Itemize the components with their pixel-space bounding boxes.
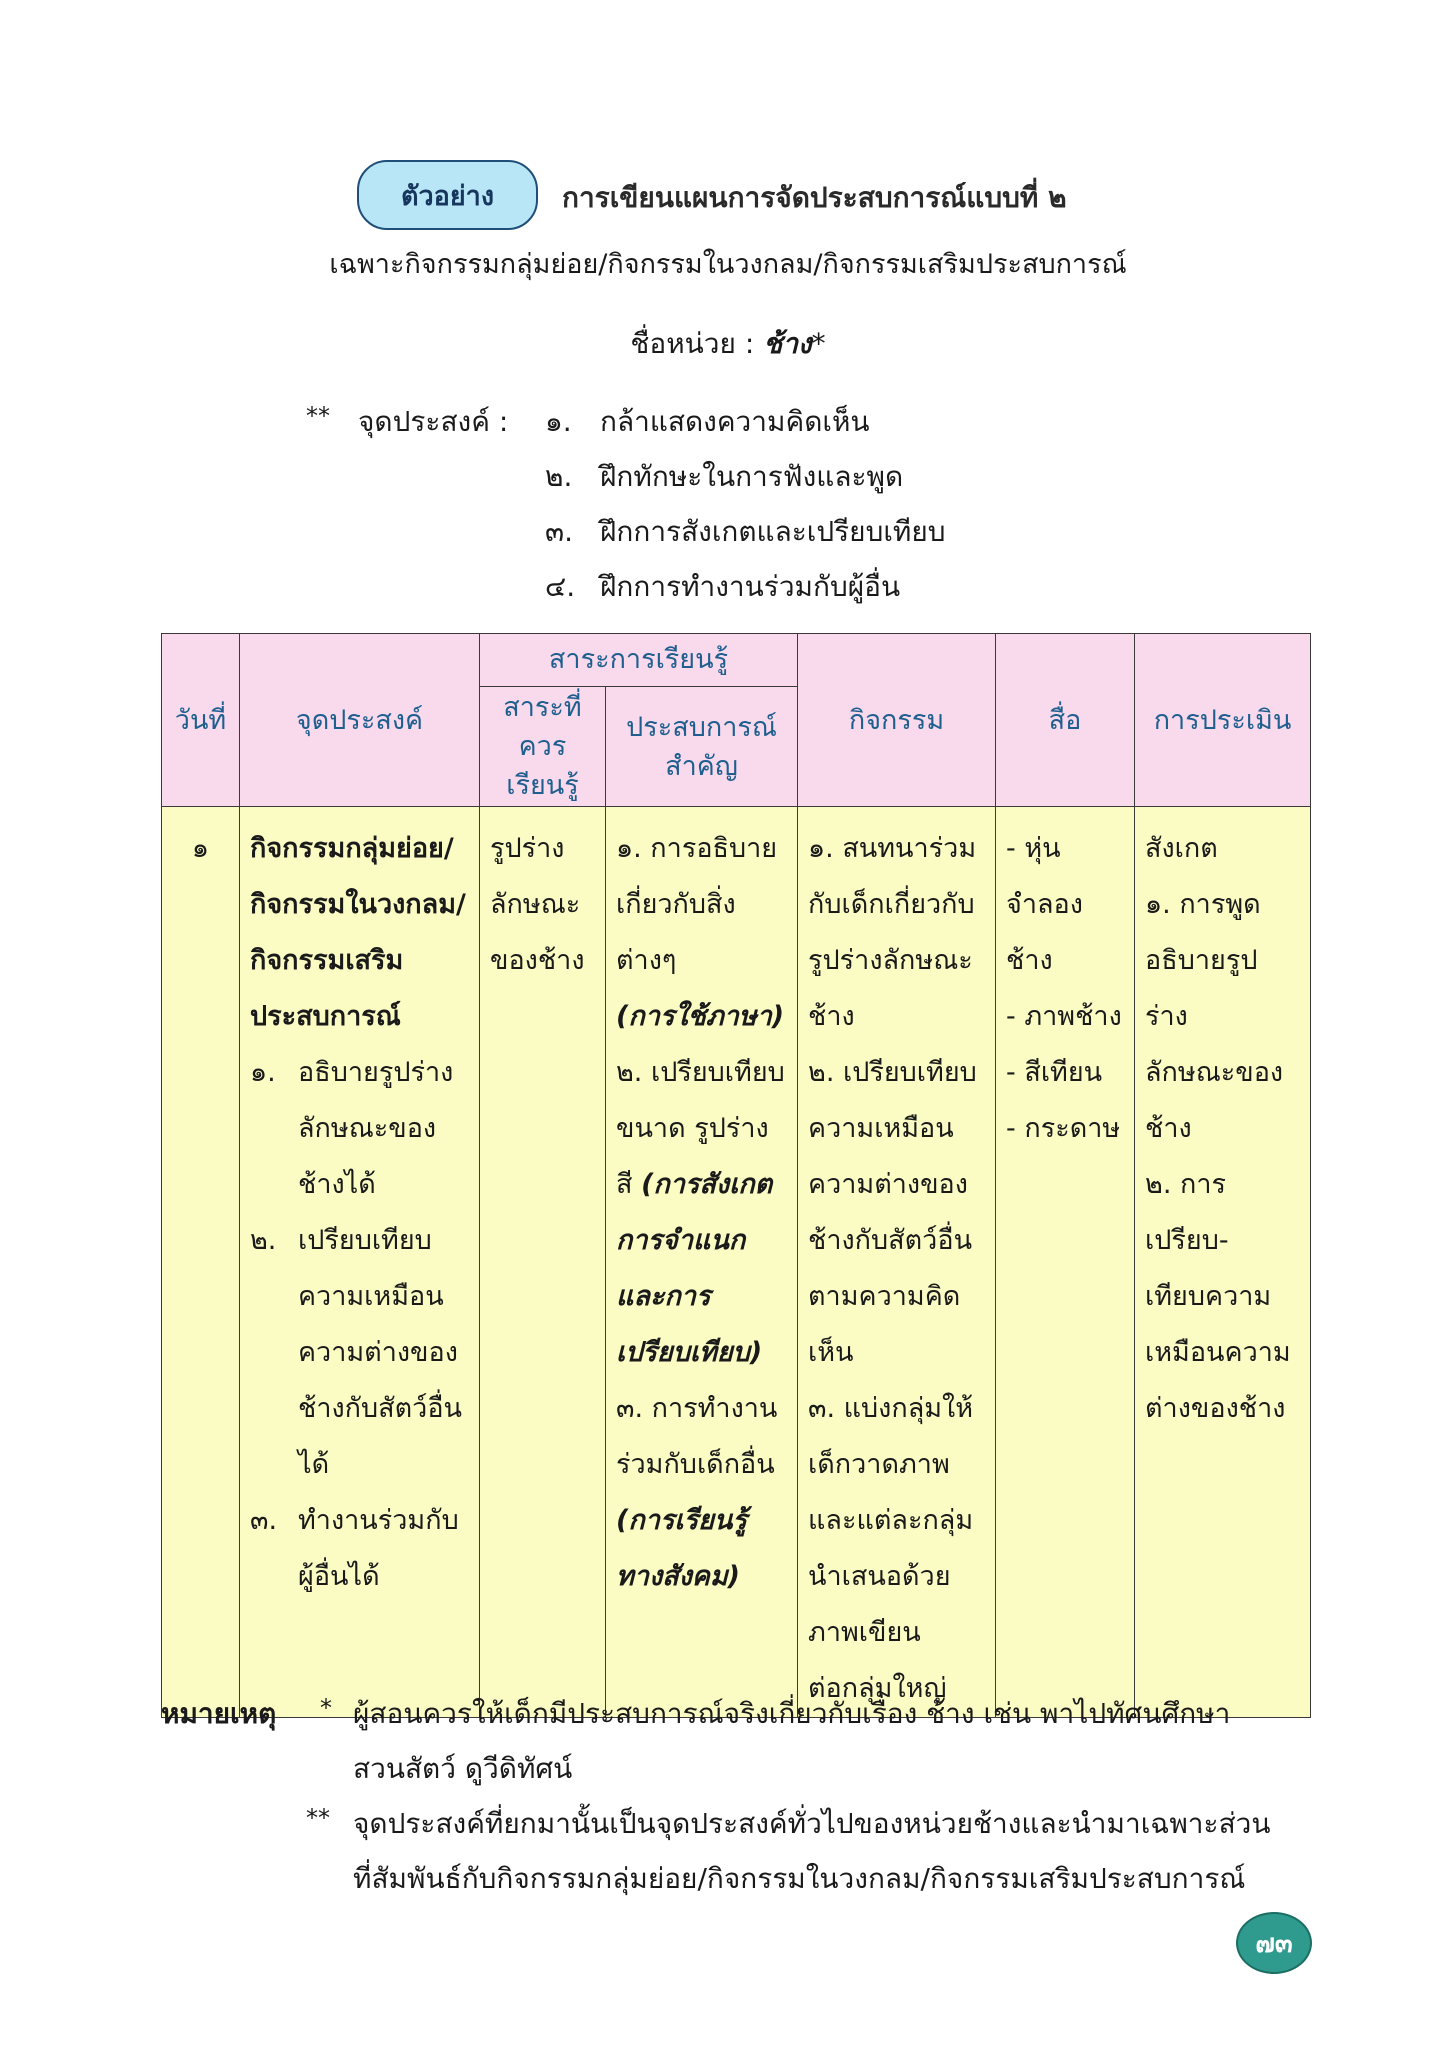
experience-line: สี (การสังเกต xyxy=(616,1169,773,1201)
objective-number: ๑. xyxy=(545,405,572,438)
objective-number: ๔. xyxy=(545,570,576,603)
objective-sub-line: ช้างได้ xyxy=(298,1169,376,1201)
objective-number: ๒. xyxy=(545,460,573,493)
header-day: วันที่ xyxy=(162,634,240,807)
header-key-experience-line2: สำคัญ xyxy=(665,750,738,782)
page-number-badge: ๗๓ xyxy=(1236,1912,1312,1974)
objective-sub-line: ความต่างของ xyxy=(298,1337,458,1369)
activity-line: ภาพเขียน xyxy=(808,1617,921,1649)
activity-line: ช้างกับสัตว์อื่น xyxy=(808,1225,973,1257)
objective-sub-number: ๑. xyxy=(250,1057,276,1089)
header-learning-content: สาระการเรียนรู้ xyxy=(480,634,798,687)
objective-sub-item xyxy=(250,1493,469,1605)
unit-name-line xyxy=(0,322,1456,366)
assessment-line: ช้าง xyxy=(1145,1113,1192,1145)
objective-sub-line: ทำงานร่วมกับ xyxy=(298,1505,459,1537)
header-key-experience-line1: ประสบการณ์ xyxy=(626,711,777,743)
experience-line: (การใช้ภาษา) xyxy=(616,1001,785,1033)
activity-line: กับเด็กเกี่ยวกับ xyxy=(808,889,975,921)
assessment-line: ต่างของช้าง xyxy=(1145,1393,1286,1425)
objective-heading-line: กิจกรรมกลุ่มย่อย/ xyxy=(250,833,454,865)
header-content-to-learn-line1: สาระที่ควร xyxy=(503,692,582,763)
header-activity: กิจกรรม xyxy=(798,634,996,807)
activity-line: นำเสนอด้วย xyxy=(808,1561,951,1593)
activity-line: ต่อกลุ่มใหญ่ xyxy=(808,1673,947,1705)
objective-text: ฝึกการทำงานร่วมกับผู้อื่น xyxy=(600,570,901,603)
media-line: - หุ่นจำลอง xyxy=(1006,833,1083,921)
objective-sub-line: ผู้อื่นได้ xyxy=(298,1561,380,1593)
note-mark: * xyxy=(320,1694,332,1722)
header-objective: จุดประสงค์ xyxy=(240,634,480,807)
note-mark: ** xyxy=(306,1804,330,1832)
experience-line: ๓. การทำงาน xyxy=(616,1393,778,1425)
media-line: - กระดาษ xyxy=(1006,1113,1121,1145)
objective-heading-line: กิจกรรมในวงกลม/ xyxy=(250,889,466,921)
cell-key-experience xyxy=(606,807,798,1718)
activity-line: ๓. แบ่งกลุ่มให้ xyxy=(808,1393,974,1425)
note-line: จุดประสงค์ที่ยกมานั้นเป็นจุดประสงค์ทั่วไปของหน่วยช้างและนำมาเฉพาะส่วน xyxy=(353,1807,1271,1840)
page-subtitle: เฉพาะกิจกรรมกลุ่มย่อย/กิจกรรมในวงกลม/กิจกรรมเสริมประสบการณ์ xyxy=(329,249,1127,280)
objective-heading-line: กิจกรรมเสริม xyxy=(250,945,404,977)
media-line: - ภาพช้าง xyxy=(1006,1001,1122,1033)
unit-name: ช้าง xyxy=(763,327,812,360)
media-line: ช้าง xyxy=(1006,945,1053,977)
experience-line: ๑. การอธิบาย xyxy=(616,833,778,865)
experience-line: ขนาด รูปร่าง xyxy=(616,1113,769,1145)
experience-emphasis: (การสังเกต xyxy=(641,1169,773,1201)
assessment-line: สังเกต xyxy=(1145,833,1218,865)
activity-line: ๒. เปรียบเทียบ xyxy=(808,1057,977,1089)
objective-sub-line: ความเหมือน xyxy=(298,1281,444,1313)
header-key-experience xyxy=(606,687,798,807)
cell-day: ๑ xyxy=(162,807,240,1718)
objective-sub-line: เปรียบเทียบ xyxy=(298,1225,432,1257)
example-badge: ตัวอย่าง xyxy=(357,160,538,230)
header-media: สื่อ xyxy=(996,634,1135,807)
unit-footnote-mark: * xyxy=(811,327,826,360)
notes-label: หมายเหตุ xyxy=(161,1697,277,1730)
activity-line: ช้าง xyxy=(808,1001,855,1033)
objective-sub-line: ได้ xyxy=(298,1449,330,1481)
unit-label: ชื่อหน่วย : xyxy=(630,327,755,360)
experience-line: การจำแนก xyxy=(616,1225,746,1257)
cell-assessment xyxy=(1135,807,1311,1718)
assessment-line: ๒. การเปรียบ- xyxy=(1145,1169,1229,1257)
table-row xyxy=(162,807,1311,1718)
cell-content-to-learn xyxy=(480,807,606,1718)
note-line: ผู้สอนควรให้เด็กมีประสบการณ์จริงเกี่ยวกับเรื่อง ช้าง เช่น พาไปทัศนศึกษา xyxy=(353,1697,1231,1730)
media-line: - สีเทียน xyxy=(1006,1057,1103,1089)
objective-sub-item xyxy=(250,1213,469,1493)
objective-sub-number: ๒. xyxy=(250,1225,277,1257)
objectives-footnote-mark: ** xyxy=(306,402,330,430)
note-line: ที่สัมพันธ์กับกิจกรรมกลุ่มย่อย/กิจกรรมในวงกลม/กิจกรรมเสริมประสบการณ์ xyxy=(353,1862,1246,1895)
note-line: สวนสัตว์ ดูวีดิทัศน์ xyxy=(353,1752,573,1785)
header-content-to-learn xyxy=(480,687,606,807)
assessment-line: เหมือนความ xyxy=(1145,1337,1291,1369)
activity-line: และแต่ละกลุ่ม xyxy=(808,1505,974,1537)
objective-text: ฝึกทักษะในการฟังและพูด xyxy=(600,460,904,493)
activity-line: ความต่างของ xyxy=(808,1169,968,1201)
objective-text: กล้าแสดงความคิดเห็น xyxy=(600,405,870,438)
experience-line: ทางสังคม) xyxy=(616,1561,741,1593)
objectives-label: จุดประสงค์ : xyxy=(358,405,509,438)
content-line: ลักษณะ xyxy=(490,889,581,921)
cell-activity xyxy=(798,807,996,1718)
activity-line: ๑. สนทนาร่วม xyxy=(808,833,977,865)
header-content-to-learn-line2: เรียนรู้ xyxy=(506,770,579,802)
content-line: ของช้าง xyxy=(490,945,585,977)
objective-heading-line: ประสบการณ์ xyxy=(250,1001,401,1033)
activity-line: ตามความคิดเห็น xyxy=(808,1281,961,1369)
header-assessment: การประเมิน xyxy=(1135,634,1311,807)
cell-media xyxy=(996,807,1135,1718)
objective-sub-line: ลักษณะของ xyxy=(298,1113,437,1145)
activity-line: ความเหมือน xyxy=(808,1113,954,1145)
activity-line: เด็กวาดภาพ xyxy=(808,1449,950,1481)
assessment-line: เทียบความ xyxy=(1145,1281,1272,1313)
assessment-line: ๑. การพูด xyxy=(1145,889,1261,921)
objective-sub-item xyxy=(250,1045,469,1213)
cell-objective xyxy=(240,807,480,1718)
experience-line: ร่วมกับเด็กอื่น xyxy=(616,1449,775,1481)
experience-line: และการ xyxy=(616,1281,711,1313)
assessment-line: ลักษณะของ xyxy=(1145,1057,1284,1089)
content-line: รูปร่าง xyxy=(490,833,565,865)
activity-line: รูปร่างลักษณะ xyxy=(808,945,973,977)
objective-sub-number: ๓. xyxy=(250,1505,278,1537)
experience-line: ๒. เปรียบเทียบ xyxy=(616,1057,785,1089)
experience-plan-table xyxy=(161,633,1311,1718)
objective-sub-line: ช้างกับสัตว์อื่น xyxy=(298,1393,463,1425)
experience-line: เปรียบเทียบ) xyxy=(616,1337,763,1369)
objective-text: ฝึกการสังเกตและเปรียบเทียบ xyxy=(600,515,946,548)
objective-sub-line: อธิบายรูปร่าง xyxy=(298,1057,454,1089)
assessment-line: อธิบายรูปร่าง xyxy=(1145,945,1258,1033)
objective-number: ๓. xyxy=(545,515,574,548)
experience-line: (การเรียนรู้ xyxy=(616,1505,747,1537)
experience-line: เกี่ยวกับสิ่งต่างๆ xyxy=(616,889,736,977)
page-title: การเขียนแผนการจัดประสบการณ์แบบที่ ๒ xyxy=(562,181,1067,214)
